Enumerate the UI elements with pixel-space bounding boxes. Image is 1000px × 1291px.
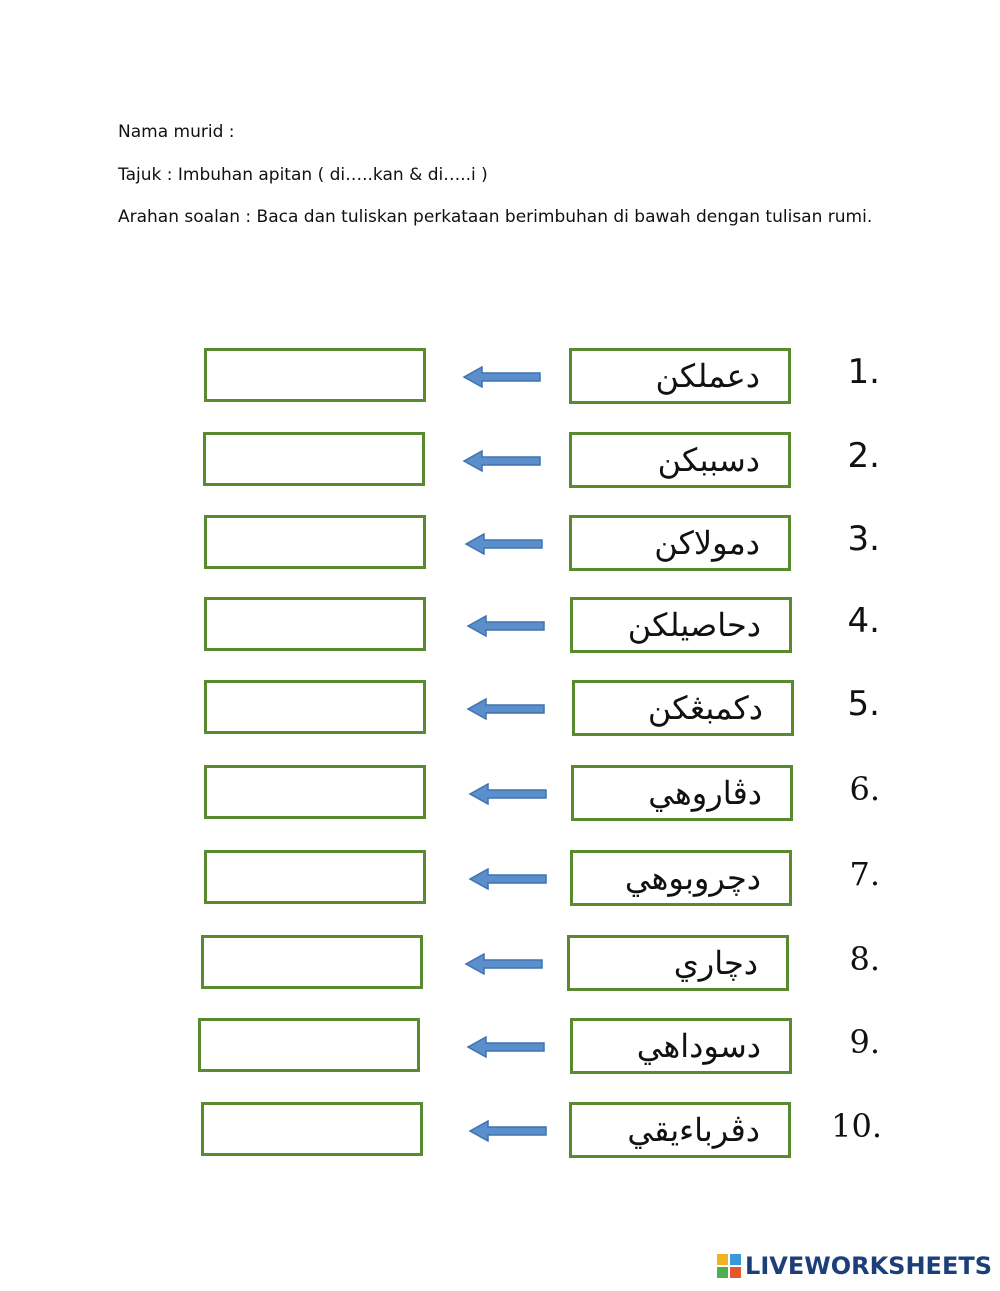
left-arrow-icon (468, 1120, 548, 1142)
answer-input[interactable] (204, 515, 426, 569)
question-number: 6. (849, 770, 880, 808)
question-number: 4. (847, 601, 880, 641)
jawi-word: دچاري (567, 935, 789, 991)
answer-input[interactable] (203, 432, 425, 486)
liveworksheets-logo-icon (717, 1254, 741, 1278)
question-row (0, 597, 1000, 657)
answer-input[interactable] (198, 1018, 420, 1072)
question-number: 9. (849, 1023, 880, 1061)
left-arrow-icon (468, 783, 548, 805)
answer-input[interactable] (204, 680, 426, 734)
question-row (0, 432, 1000, 492)
answer-input[interactable] (201, 935, 423, 989)
question-row (0, 1102, 1000, 1162)
topic-title: Tajuk : Imbuhan apitan ( di…..kan & di…..i ) (118, 165, 488, 185)
question-number: 1. (847, 352, 880, 392)
logo-text: LIVEWORKSHEETS (745, 1252, 992, 1280)
jawi-word: دڤرباءيقي (569, 1102, 791, 1158)
question-row (0, 515, 1000, 575)
jawi-word: دسوداهي (570, 1018, 792, 1074)
left-arrow-icon (464, 953, 544, 975)
question-row (0, 765, 1000, 825)
question-number: 8. (849, 940, 880, 978)
question-number: 3. (847, 519, 880, 559)
left-arrow-icon (464, 533, 544, 555)
liveworksheets-logo (717, 1251, 992, 1281)
left-arrow-icon (462, 366, 542, 388)
jawi-word: دحاصيلكن (570, 597, 792, 653)
left-arrow-icon (468, 868, 548, 890)
answer-input[interactable] (204, 765, 426, 819)
question-number: 10. (831, 1107, 882, 1145)
question-row (0, 935, 1000, 995)
left-arrow-icon (466, 698, 546, 720)
jawi-word: دڤاروهي (571, 765, 793, 821)
question-number: 2. (847, 436, 880, 476)
question-number: 5. (847, 684, 880, 724)
question-number: 7. (849, 855, 880, 893)
student-name-label: Nama murid : (118, 122, 235, 142)
answer-input[interactable] (204, 348, 426, 402)
jawi-word: دعملكن (569, 348, 791, 404)
answer-input[interactable] (201, 1102, 423, 1156)
answer-input[interactable] (204, 597, 426, 651)
question-row (0, 1018, 1000, 1078)
jawi-word: دمولاكن (569, 515, 791, 571)
question-row (0, 680, 1000, 740)
question-row (0, 850, 1000, 910)
question-row (0, 348, 1000, 408)
jawi-word: دكمبڠكن (572, 680, 794, 736)
jawi-word: دچروبوهي (570, 850, 792, 906)
left-arrow-icon (466, 1036, 546, 1058)
left-arrow-icon (462, 450, 542, 472)
jawi-word: دسببكن (569, 432, 791, 488)
left-arrow-icon (466, 615, 546, 637)
answer-input[interactable] (204, 850, 426, 904)
instruction-text: Arahan soalan : Baca dan tuliskan perkataan berimbuhan di bawah dengan tulisan rumi. (118, 207, 873, 227)
